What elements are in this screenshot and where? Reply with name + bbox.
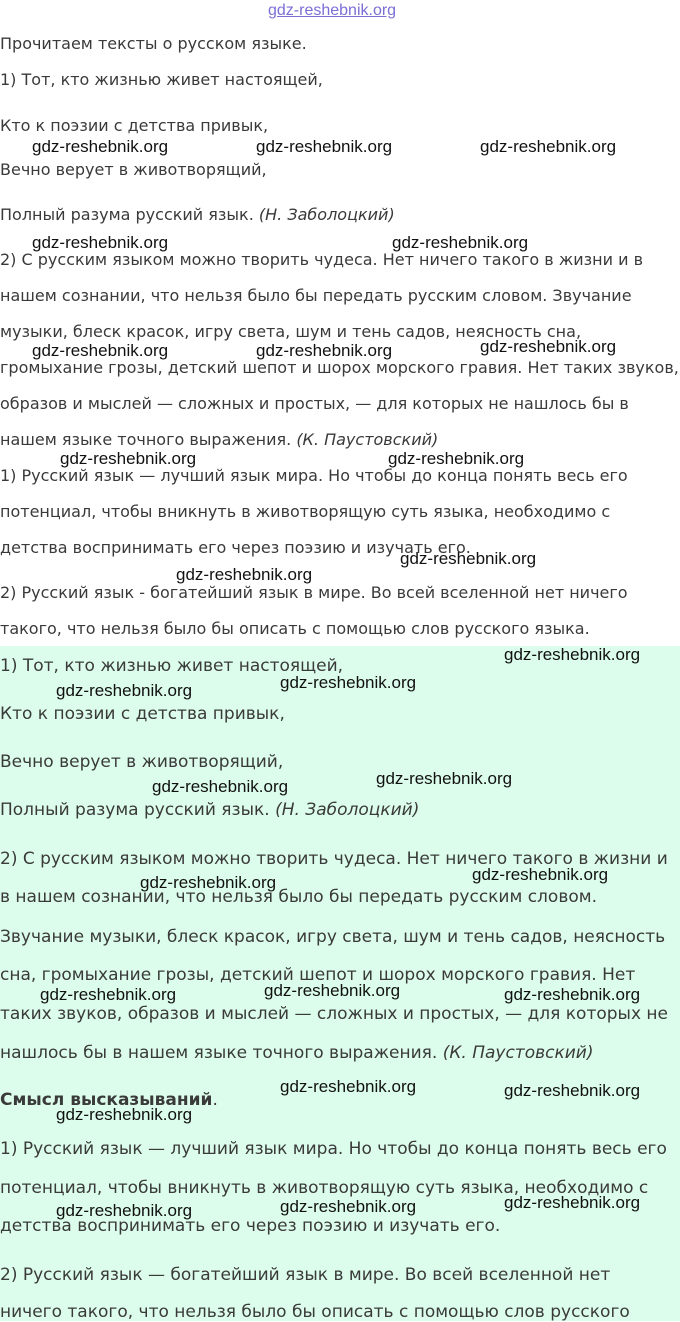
watermark: gdz-reshebnik.org [140,873,277,892]
answer-poem-line: 1) Тот, кто жизнью живет настоящей, [0,656,344,676]
watermark: gdz-reshebnik.org [152,777,289,796]
answer-meaning-line: ничего такого, что нельзя было бы описать с помощью слов русского [0,1302,630,1322]
watermark: gdz-reshebnik.org [504,1193,641,1212]
answer-prose-line: 2) С русским языком можно творить чудеса. Нет ничего такого в жизни и [0,849,668,869]
watermark: gdz-reshebnik.org [280,673,417,692]
watermark: gdz-reshebnik.org [32,233,169,252]
meaning-line: потенциал, чтобы вникнуть в животворящую суть языка, необходимо с [0,502,611,521]
prose-line: 2) С русским языком можно творить чудеса. Нет ничего такого в жизни и в [0,250,643,269]
meaning-heading: Смысл высказываний [0,1090,213,1110]
prose-author: (К. Паустовский) [296,430,439,449]
answer-poem-line: Кто к поэзии с детства привык, [0,704,285,724]
prose-line [0,430,438,449]
answer-meaning-line: 1) Русский язык — лучший язык мира. Но чтобы до конца понять весь его [0,1139,667,1159]
watermark: gdz-reshebnik.org [32,137,169,156]
watermark: gdz-reshebnik.org [472,865,609,884]
meaning-line: 2) Русский язык - богатейший язык в мире. Во всей вселенной нет ничего [0,583,628,602]
answer-prose-line: сна, громыхание грозы, детский шепот и шорох морского гравия. Нет [0,965,636,985]
header-watermark[interactable]: gdz-reshebnik.org [268,2,397,19]
answer-poem-line [0,800,419,820]
answer-meaning-line: 2) Русский язык — богатейший язык в мире. Во всей вселенной нет [0,1265,611,1285]
watermark: gdz-reshebnik.org [480,137,617,156]
answer-meaning-line: детства воспринимать его через поэзию и изучать его. [0,1216,501,1236]
watermark: gdz-reshebnik.org [400,549,537,568]
prose-line: нашем сознании, что нельзя было бы передать русским словом. Звучание [0,286,632,305]
poem-line: 1) Тот, кто жизнью живет настоящей, [0,70,323,89]
meaning-line: детства воспринимать его через поэзию и изучать его. [0,538,471,557]
watermark: gdz-reshebnik.org [40,985,177,1004]
watermark: gdz-reshebnik.org [32,341,169,360]
answer-poem-line: Вечно верует в животворящий, [0,752,284,772]
answer-poem-author: (Н. Заболоцкий) [275,800,420,820]
answer-prose-line [0,1043,593,1063]
poem-line: Кто к поэзии с детства привык, [0,116,269,135]
answer-prose-author: (К. Паустовский) [442,1043,594,1063]
answer-prose-line: в нашем сознании, что нельзя было бы передать русским словом. [0,887,597,907]
watermark: gdz-reshebnik.org [392,233,529,252]
watermark: gdz-reshebnik.org [256,341,393,360]
watermark: gdz-reshebnik.org [504,645,641,664]
meaning-line: 1) Русский язык — лучший язык мира. Но чтобы до конца понять весь его [0,466,628,485]
watermark: gdz-reshebnik.org [376,769,513,788]
watermark: gdz-reshebnik.org [60,449,197,468]
poem-line: Вечно верует в животворящий, [0,160,267,179]
poem-line [0,205,395,224]
answer-poem-text: Полный разума русский язык. [0,800,270,820]
prose-line: образов и мыслей — сложных и простых, — для которых не нашлось бы в [0,394,629,413]
prose-text: нашем языке точного выражения. [0,430,292,449]
watermark: gdz-reshebnik.org [504,985,641,1004]
answer-meaning-line: потенциал, чтобы вникнуть в животворящую суть языка, необходимо с [0,1178,649,1198]
meaning-line: такого, что нельзя было бы описать с помощью слов русского языка. [0,619,590,638]
watermark: gdz-reshebnik.org [56,1105,193,1124]
watermark: gdz-reshebnik.org [388,449,525,468]
meaning-heading-dot: . [212,1090,218,1110]
prose-line: музыки, блеск красок, игру света, шум и тень садов, неясность сна, [0,322,582,341]
watermark: gdz-reshebnik.org [280,1077,417,1096]
answer-prose-line: Звучание музыки, блеск красок, игру света, шум и тень садов, неясность [0,927,666,947]
watermark: gdz-reshebnik.org [264,981,401,1000]
watermark: gdz-reshebnik.org [56,681,193,700]
poem-author: (Н. Заболоцкий) [258,205,395,224]
watermark: gdz-reshebnik.org [280,1197,417,1216]
intro-line: Прочитаем тексты о русском языке. [0,34,307,53]
watermark: gdz-reshebnik.org [480,337,617,356]
answer-prose-text: нашлось бы в нашем языке точного выражения. [0,1043,438,1063]
watermark: gdz-reshebnik.org [256,137,393,156]
answer-prose-line: таких звуков, образов и мыслей — сложных и простых, — для которых не [0,1004,669,1024]
poem-text: Полный разума русский язык. [0,205,254,224]
prose-line: громыхание грозы, детский шепот и шорох морского гравия. Нет таких звуков, [0,358,679,377]
watermark: gdz-reshebnik.org [56,1201,193,1220]
watermark: gdz-reshebnik.org [176,565,313,584]
watermark: gdz-reshebnik.org [504,1081,641,1100]
